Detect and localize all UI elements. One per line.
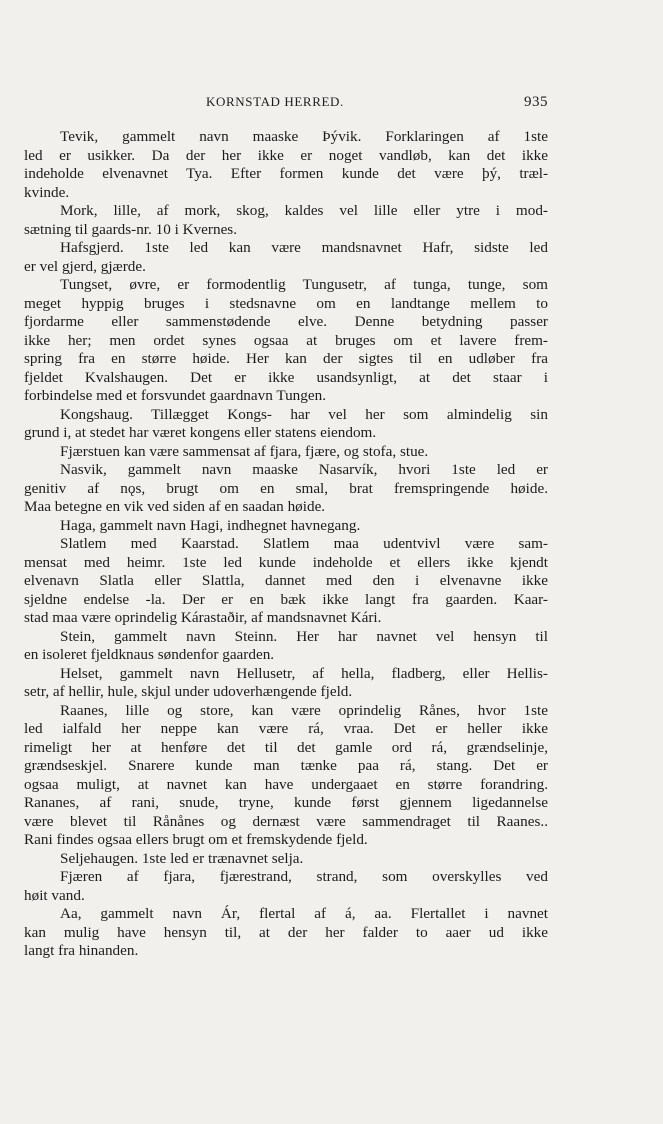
text-line: forbindelse med et forsvundet gaardnavn Tungen.	[24, 387, 326, 404]
text-line: Tungset, øvre, er formodentlig Tungusetr, af tunga, tunge, som	[60, 276, 548, 293]
text-line: grund i, at stedet har været kongens eller statens eiendom.	[24, 424, 377, 441]
header-title: KORNSTAD HERRED.	[206, 94, 344, 109]
text-line: spring fra en større høide. Her kan der sigtes til en udløber fra	[24, 350, 548, 367]
text-line: setr, af hellir, hule, skjul under udoverhængende fjeld.	[24, 683, 353, 700]
text-line: Haga, gammelt navn Hagi, indhegnet havnegang.	[60, 516, 361, 534]
text-line: Kongshaug. Tillægget Kongs- har vel her som almindelig sin	[60, 405, 548, 423]
text-line: indeholde elvenavnet Tya. Efter formen kunde det være þý, træl-	[24, 165, 548, 182]
text-line: elvenavn Slatla eller Slattla, dannet med den i elvenavne ikke	[24, 572, 548, 589]
text-line: langt fra hinanden.	[24, 942, 139, 959]
text-line: rimeligt her at henføre det til det gamle ord rá, grændselinje,	[24, 738, 548, 756]
page-number: 935	[524, 94, 548, 110]
text-line: fjordarme eller sammenstødende elve. Denne betydning passer	[24, 313, 548, 330]
text-line: sjeldne endelse -la. Der er en bæk ikke langt fra gaarden. Kaar-	[24, 590, 548, 608]
text-line: Helset, gammelt navn Hellusetr, af hella, fladberg, eller Hellis-	[60, 664, 548, 682]
text-line: Aa, gammelt navn Ár, flertal af á, aa. Flertallet i navnet	[60, 905, 548, 922]
text-line: Fjærstuen kan være sammensat af fjara, fjære, og stofa, stue.	[60, 442, 429, 460]
text-line: genitiv af nǫs, brugt om en smal, brat fremspringende høide.	[24, 479, 548, 497]
text-line: led ialfald her neppe kan være rá, vraa. Det er heller ikke	[24, 720, 548, 737]
body-text	[24, 128, 548, 961]
text-line: Tevik, gammelt navn maaske Þývik. Forklaringen af 1ste	[60, 128, 548, 145]
text-line: grændseskjel. Snarere kunde man tænke paa rá, stang. Det er	[24, 757, 548, 774]
text-line: Mork, lille, af mork, skog, kaldes vel lille eller ytre i mod-	[60, 202, 548, 219]
text-line: Rananes, af rani, snude, tryne, kunde først gjennem ligedannelse	[24, 794, 548, 811]
text-line: er vel gjerd, gjærde.	[24, 257, 146, 275]
text-line: Slatlem med Kaarstad. Slatlem maa udentvivl være sam-	[60, 535, 548, 552]
text-line: led er usikker. Da der her ikke er noget vandløb, kan det ikke	[24, 146, 548, 164]
running-header	[24, 94, 548, 114]
text-line: sætning til gaards-nr. 10 i Kvernes.	[24, 220, 238, 238]
text-line: Rani findes ogsaa ellers brugt om et fremskydende fjeld.	[24, 831, 368, 848]
text-line: en isoleret fjeldknaus søndenfor gaarden.	[24, 646, 275, 663]
text-line: Stein, gammelt navn Steinn. Her har navnet vel hensyn til	[60, 627, 548, 645]
text-line: stad maa være oprindelig Kárastaðir, af mandsnavnet Kári.	[24, 609, 382, 626]
text-line: ogsaa muligt, at navnet kan have undergaaet en større forandring.	[24, 775, 548, 793]
text-line: Hafsgjerd. 1ste led kan være mandsnavnet Hafr, sidste led	[60, 239, 548, 256]
text-line: mensat med heimr. 1ste led kunde indeholde et ellers ikke kjendt	[24, 553, 548, 571]
text-line: være blevet til Rånånes og dernæst være sammendraget til Raanes..	[24, 812, 548, 830]
text-line: Fjæren af fjara, fjærestrand, strand, som overskylles ved	[60, 868, 548, 885]
text-line: kvinde.	[24, 183, 70, 201]
text-line: fjeldet Kvalshaugen. Det er ikke usandsynligt, at det staar i	[24, 368, 548, 386]
text-line: Nasvik, gammelt navn maaske Nasarvík, hvori 1ste led er	[60, 461, 548, 478]
text-line: Seljehaugen. 1ste led er trænavnet selja.	[60, 849, 304, 867]
text-line: Maa betegne en vik ved siden af en saadan høide.	[24, 498, 326, 515]
text-line: kan mulig have hensyn til, at der her falder to aaer ud ikke	[24, 923, 548, 941]
text-line: høit vand.	[24, 886, 85, 904]
text-line: Raanes, lille og store, kan være oprindelig Rånes, hvor 1ste	[60, 701, 548, 719]
text-line: ikke her; men ordet synes ogsaa at bruges om et lavere frem-	[24, 331, 548, 349]
text-line: meget hyppig bruges i stedsnavne om en landtange mellem to	[24, 294, 548, 312]
